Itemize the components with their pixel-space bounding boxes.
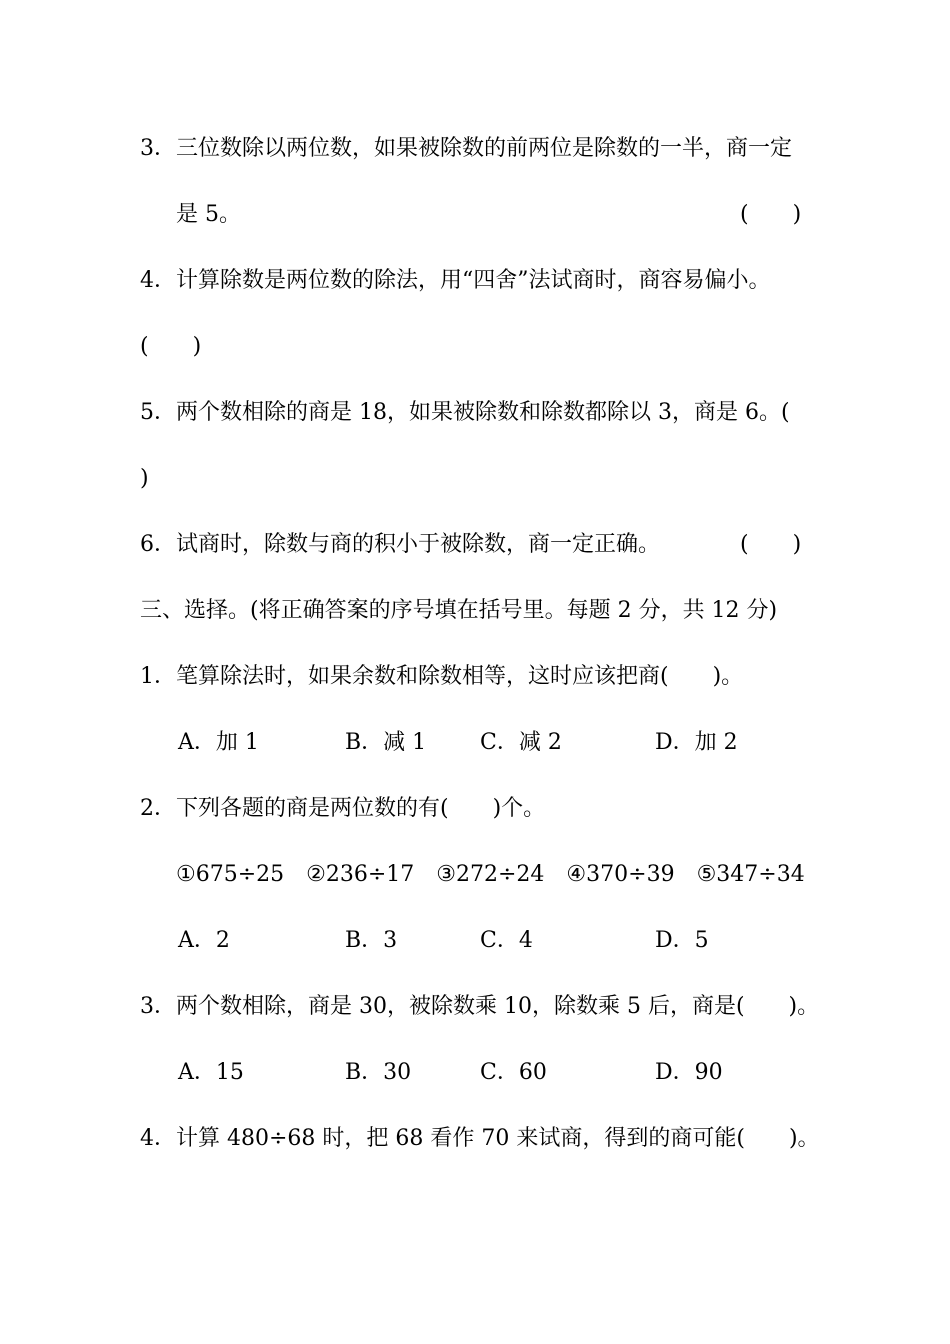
choice-q1-option-a: A．加 1 [178, 730, 259, 755]
choice-question-2: 2．下列各题的商是两位数的有( )个。 [140, 796, 546, 821]
choice-q1-option-d: D．加 2 [655, 730, 738, 755]
choice-question-3: 3．两个数相除，商是 30，被除数乘 10，除数乘 5 后，商是( )。 [140, 994, 820, 1019]
judgment-item-4: 4．计算除数是两位数的除法，用“四舍”法试商时，商容易偏小。 [140, 268, 771, 293]
judgment-item-6 [140, 512, 810, 578]
choice-q3-option-c: C．60 [480, 1060, 547, 1085]
section-3-heading: 三、选择。(将正确答案的序号填在括号里。每题 2 分，共 12 分) [140, 598, 778, 623]
judgment-item-5: 5．两个数相除的商是 18，如果被除数和除数都除以 3，商是 6。( [140, 400, 790, 425]
choice-q1-option-b: B．减 1 [345, 730, 427, 755]
judgment-item-5-answer-bracket-close: ) [140, 466, 149, 491]
choice-q2-option-b: B．3 [345, 928, 398, 953]
choice-q1-option-c: C．减 2 [480, 730, 562, 755]
choice-q2-option-c: C．4 [480, 928, 533, 953]
judgment-item-6-answer-bracket: ( ) [740, 532, 802, 557]
judgment-item-3-answer-bracket: ( ) [740, 202, 802, 227]
judgment-item-3-line-1: 3．三位数除以两位数，如果被除数的前两位是除数的一半，商一定 [140, 136, 792, 161]
judgment-item-6-text: 6．试商时，除数与商的积小于被除数，商一定正确。 [140, 532, 660, 557]
choice-question-2-options [140, 908, 810, 974]
choice-q3-option-d: D．90 [655, 1060, 723, 1085]
choice-question-4: 4．计算 480÷68 时，把 68 看作 70 来试商，得到的商可能( )。 [140, 1126, 820, 1151]
choice-question-2-expressions: ①675÷25 ②236÷17 ③272÷24 ④370÷39 ⑤347÷34 [176, 862, 805, 887]
judgment-item-3-line-2 [140, 182, 810, 248]
choice-question-1-options [140, 710, 810, 776]
choice-q3-option-a: A．15 [178, 1060, 244, 1085]
choice-question-1: 1．笔算除法时，如果余数和除数相等，这时应该把商( )。 [140, 664, 744, 689]
choice-question-3-options [140, 1040, 810, 1106]
choice-q2-option-d: D．5 [655, 928, 709, 953]
choice-q2-option-a: A．2 [178, 928, 230, 953]
judgment-item-3-continuation: 是 5。 [176, 202, 241, 227]
judgment-item-4-answer-bracket: ( ) [140, 334, 202, 359]
choice-q3-option-b: B．30 [345, 1060, 412, 1085]
